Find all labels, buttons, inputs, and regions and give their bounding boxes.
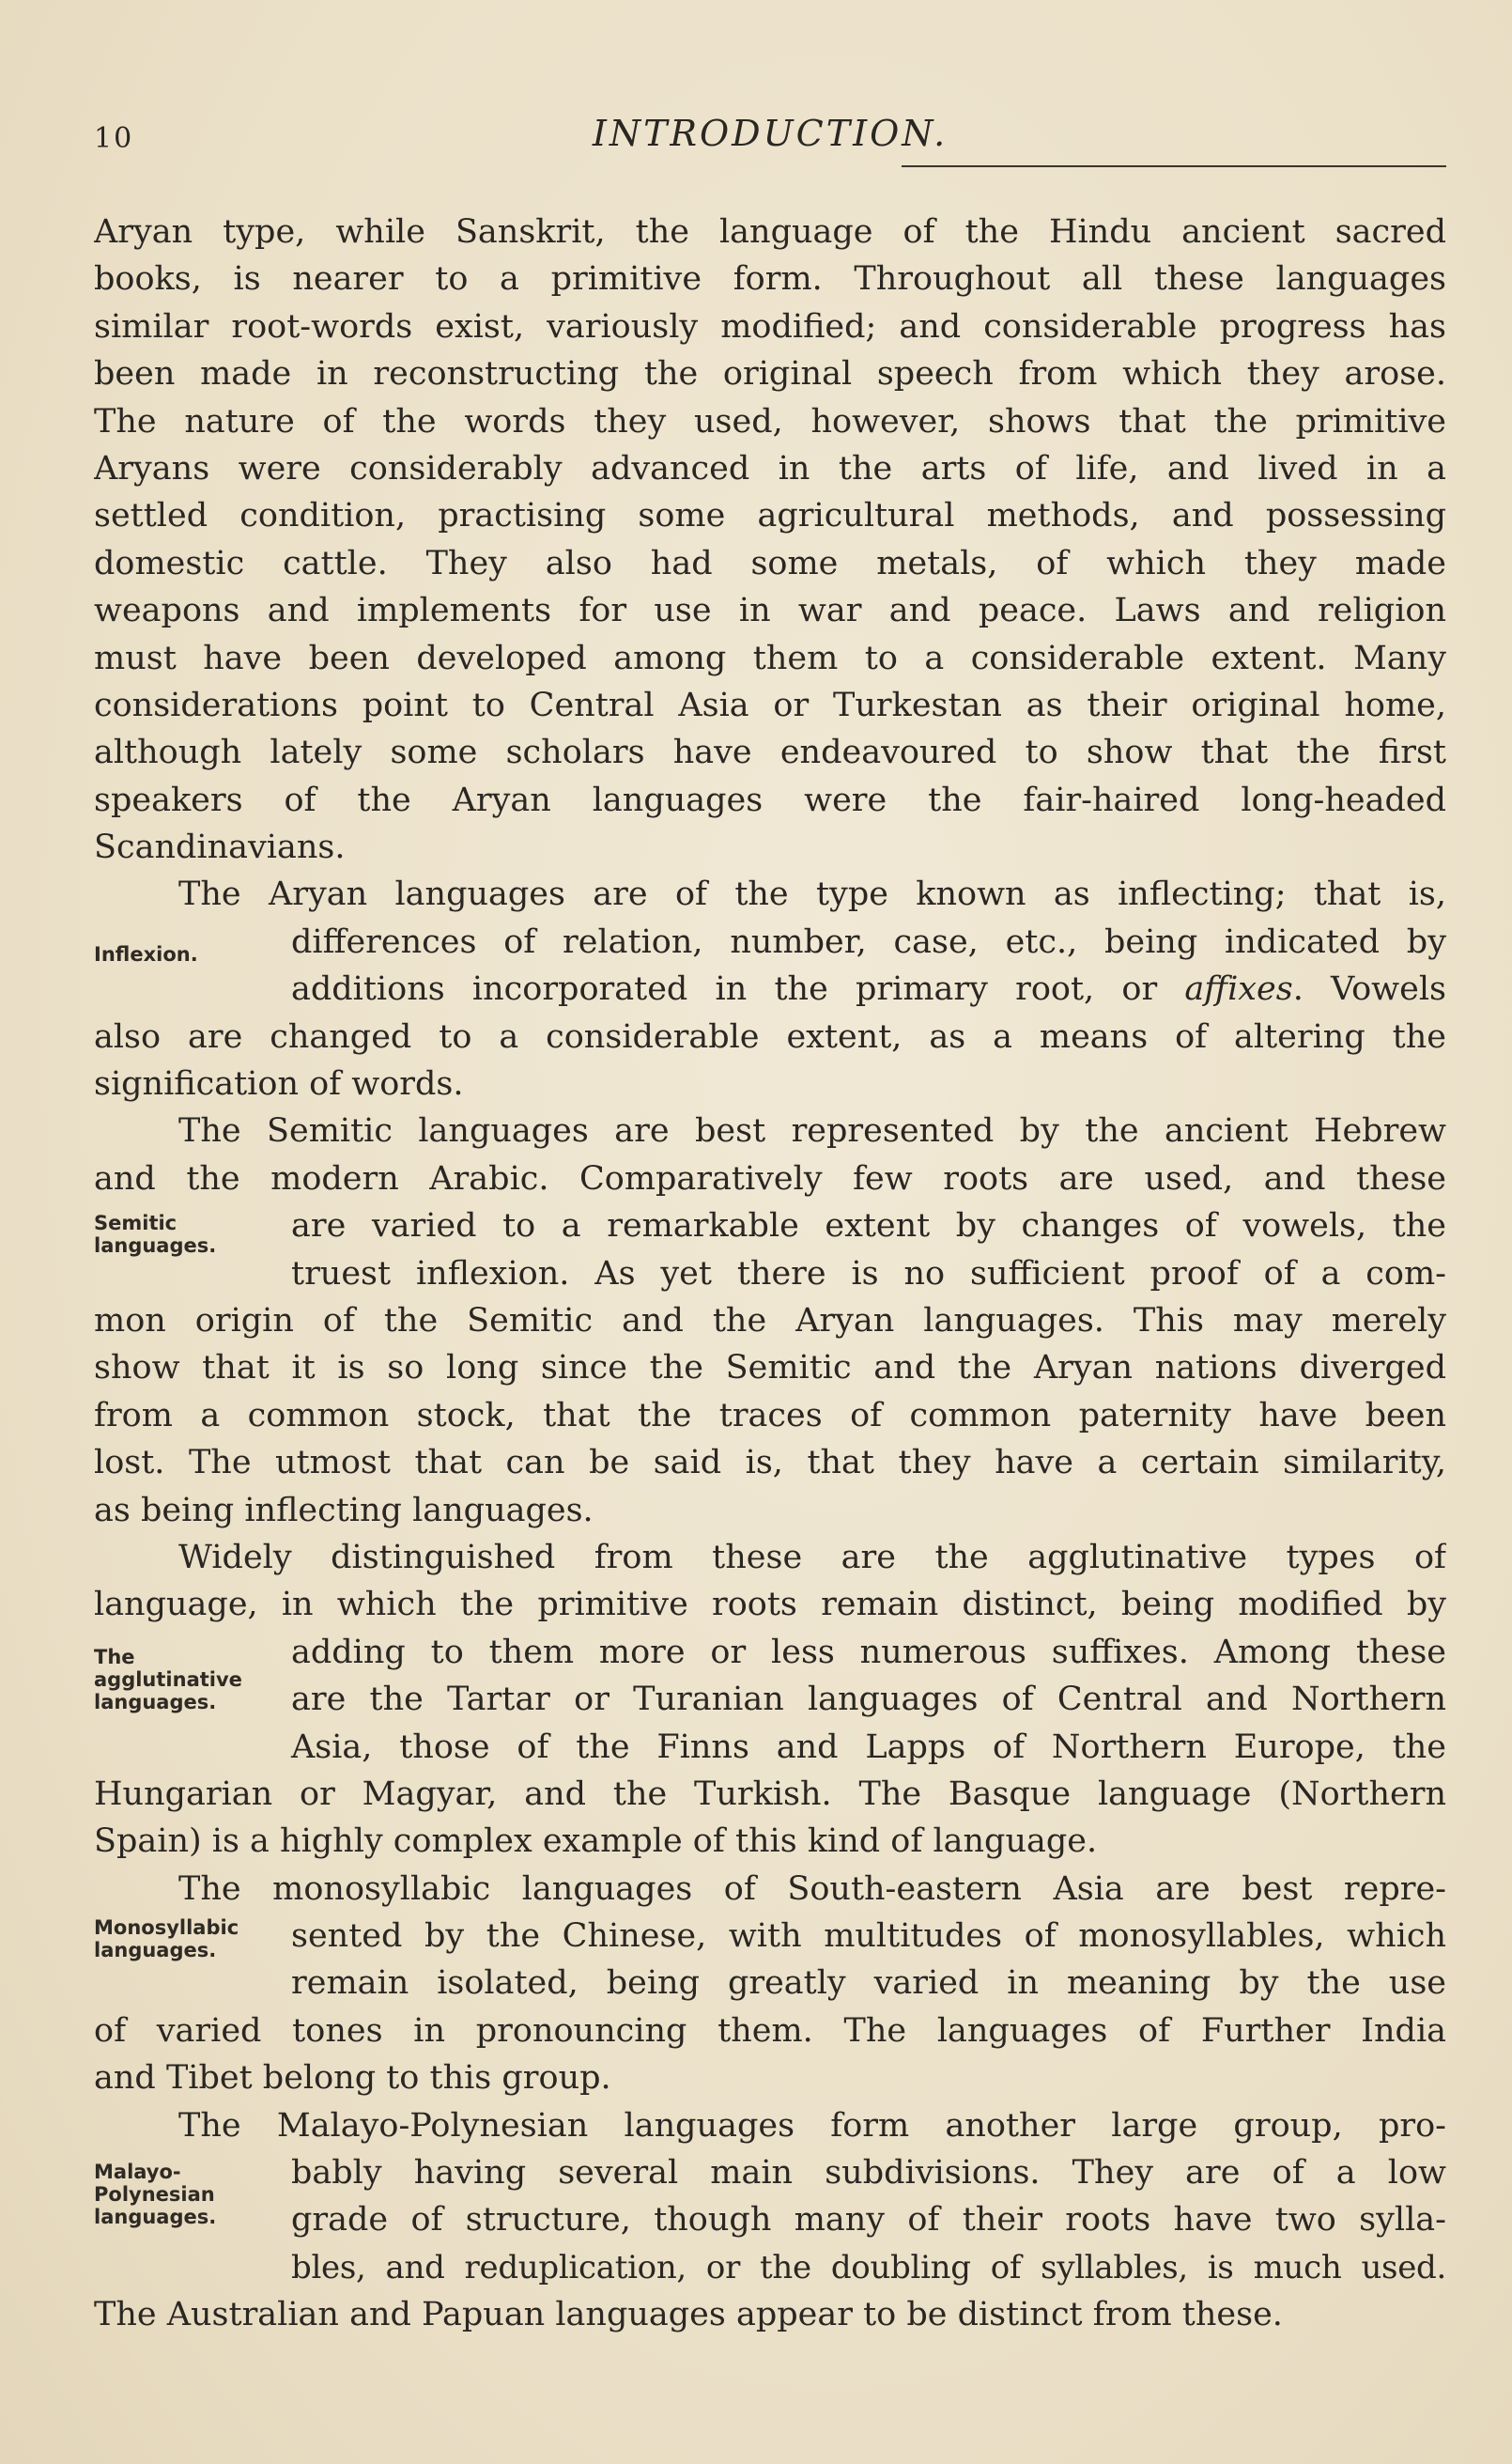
text-line: Hungarian or Magyar, and the Turkish. The Basque language (Northern: [94, 1774, 1446, 1813]
text-line: show that it is so long since the Semitic and the Aryan nations diverged: [94, 1349, 1446, 1387]
text-line: considerations point to Central Asia or Turkestan as their original home,: [94, 686, 1446, 724]
page-header: [94, 113, 1446, 169]
text-line: and the modern Arabic. Comparatively few roots are used, and these: [94, 1159, 1446, 1198]
text-line: Spain) is a highly complex example of this kind of language.: [94, 1822, 1098, 1861]
text-line: The nature of the words they used, however, shows that the primitive: [94, 402, 1446, 441]
text-line: similar root-words exist, variously modified; and considerable progress has: [94, 307, 1446, 346]
side-note-monosyllabic: Monosyllabic languages.: [94, 1916, 239, 1961]
text-line: been made in reconstructing the original speech from which they arose.: [94, 355, 1446, 394]
body-text: [94, 209, 1446, 2339]
text-line: are varied to a remarkable extent by changes of vowels, the: [291, 1207, 1446, 1246]
text-line: remain isolated, being greatly varied in meaning by the use: [291, 1964, 1446, 2003]
text-line: are the Tartar or Turanian languages of Central and Northern: [291, 1681, 1446, 1719]
text-line: as being inflecting languages.: [94, 1491, 594, 1529]
page-number: 10: [94, 122, 134, 155]
text-line: books, is nearer to a primitive form. Throughout all these languages: [94, 260, 1446, 299]
text-line: differences of relation, number, case, etc., being indicated by: [291, 922, 1446, 961]
text-line: truest inflexion. As yet there is no sufficient proof of a com-: [291, 1254, 1446, 1293]
text-line: and Tibet belong to this group.: [94, 2059, 611, 2098]
header-rule: [902, 165, 1446, 167]
running-head: INTRODUCTION.: [592, 113, 949, 154]
text-line: from a common stock, that the traces of common paternity have been: [94, 1396, 1446, 1434]
text-line: settled condition, practising some agricultural methods, and possessing: [94, 497, 1446, 535]
text-line: language, in which the primitive roots remain distinct, being modified by: [94, 1586, 1446, 1624]
text-line: domestic cattle. They also had some metals, of which they made: [94, 544, 1446, 582]
text-line: adding to them more or less numerous suffixes. Among these: [291, 1633, 1446, 1671]
text-line: mon origin of the Semitic and the Aryan languages. This may merely: [94, 1301, 1446, 1340]
text-line: speakers of the Aryan languages were the fair-haired long-headed: [94, 781, 1446, 819]
text-line: The Semitic languages are best represented by the ancient Hebrew: [178, 1112, 1446, 1151]
side-note-semitic: Semitic languages.: [94, 1212, 217, 1257]
text-line: of varied tones in pronouncing them. The languages of Further India: [94, 2011, 1446, 2050]
text-line: Aryan type, while Sanskrit, the language of the Hindu ancient sacred: [94, 213, 1446, 251]
text-line: Scandinavians.: [94, 829, 346, 867]
text-line: sented by the Chinese, with multitudes of monosyllables, which: [291, 1917, 1446, 1956]
text-line: Asia, those of the Finns and Lapps of Northern Europe, the: [291, 1728, 1446, 1766]
text-line: bably having several main subdivisions. They are of a low: [291, 2154, 1446, 2193]
side-note-malayo-polynesian: Malayo- Polynesian languages.: [94, 2161, 217, 2228]
text-line: grade of structure, though many of their roots have two sylla-: [291, 2201, 1446, 2239]
text-line: must have been developed among them to a considerable extent. Many: [94, 639, 1446, 677]
text-line: signification of words.: [94, 1065, 464, 1104]
text-line: bles, and reduplication, or the doubling of syllables, is much used.: [291, 2248, 1446, 2286]
side-note-agglutinative: The agglutinative languages.: [94, 1646, 242, 1713]
text-line: also are changed to a considerable extent, as a means of altering the: [94, 1017, 1446, 1056]
text-line: The Malayo-Polynesian languages form another large group, pro-: [178, 2106, 1446, 2145]
side-note-inflexion: Inflexion.: [94, 943, 198, 966]
text-line: although lately some scholars have endeavoured to show that the first: [94, 734, 1446, 772]
text-line: The monosyllabic languages of South-eastern Asia are best repre-: [178, 1869, 1446, 1908]
text-line: The Australian and Papuan languages appear to be distinct from these.: [94, 2296, 1283, 2334]
text-line: additions incorporated in the primary root, or affixes. Vowels: [291, 970, 1446, 1009]
text-line: Aryans were considerably advanced in the arts of life, and lived in a: [94, 449, 1446, 488]
italic-term: affixes: [1184, 970, 1293, 1009]
text-line: The Aryan languages are of the type known as inflecting; that is,: [178, 876, 1446, 914]
text-line: Widely distinguished from these are the agglutinative types of: [178, 1538, 1446, 1576]
text-line: lost. The utmost that can be said is, that they have a certain similarity,: [94, 1444, 1446, 1482]
text-line: weapons and implements for use in war and peace. Laws and religion: [94, 592, 1446, 630]
